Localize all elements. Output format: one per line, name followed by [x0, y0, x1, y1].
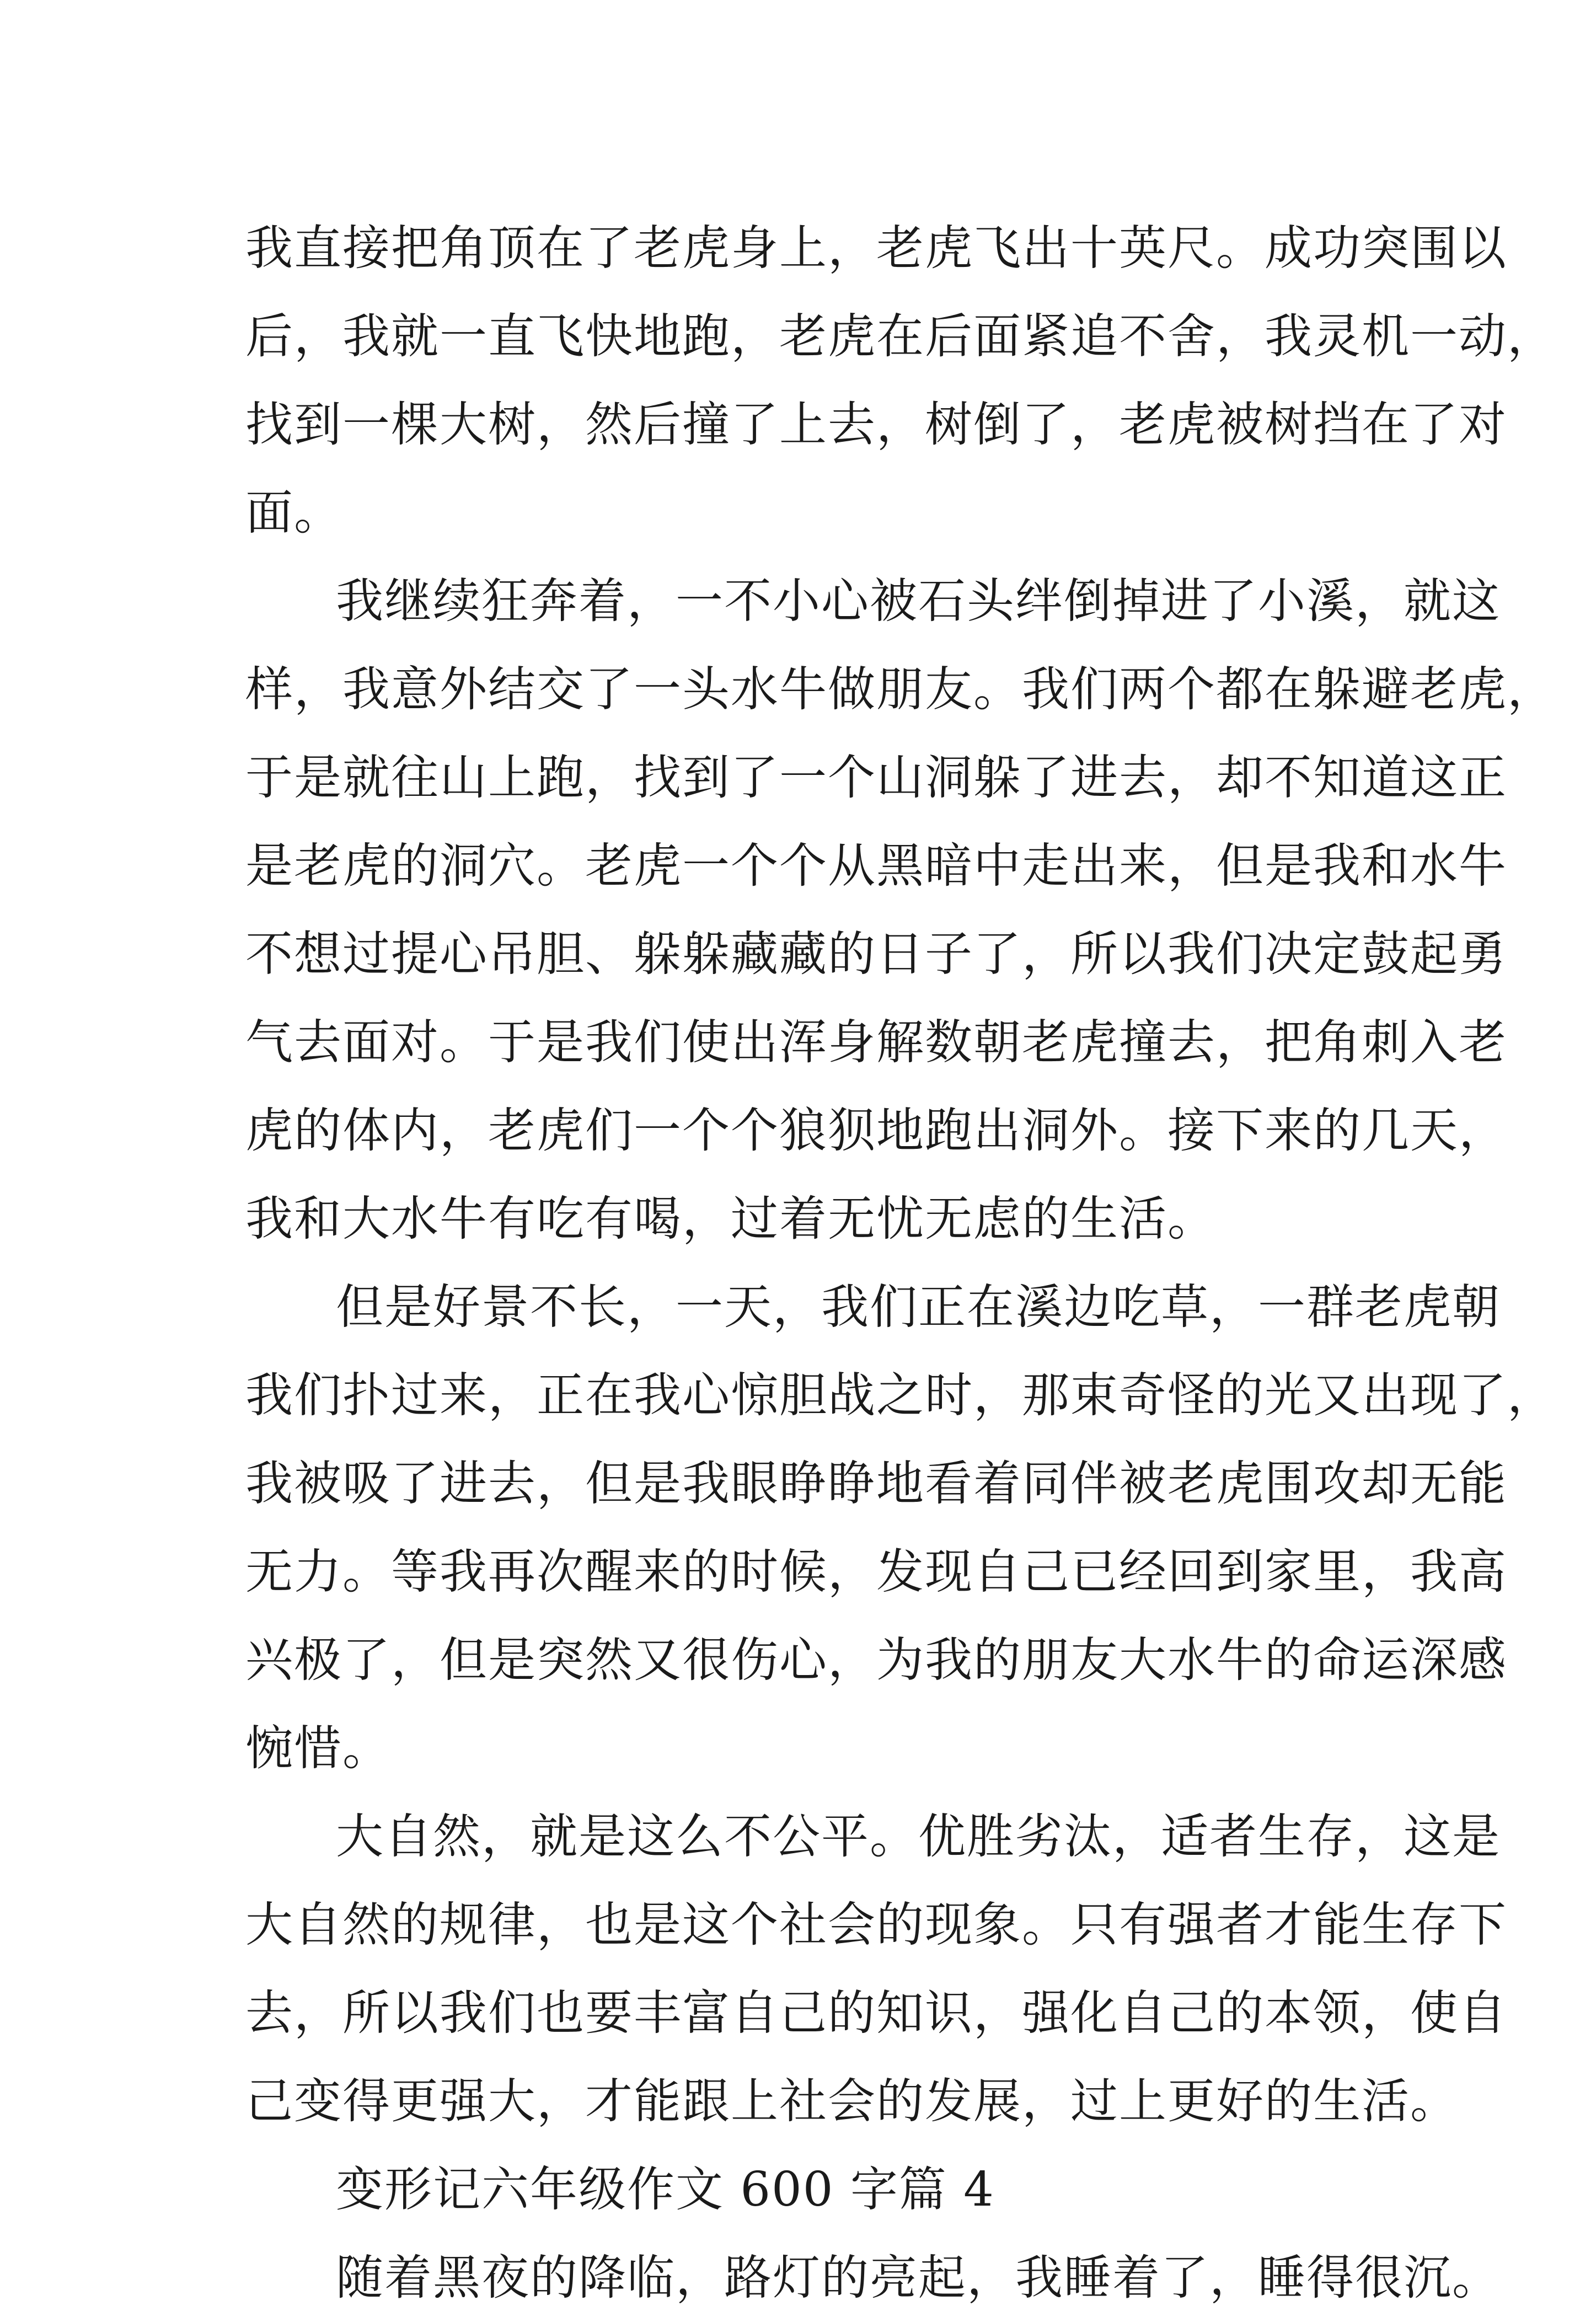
text-line: 气去面对。于是我们使出浑身解数朝老虎撞去，把角刺入老 — [245, 1015, 1507, 1070]
text-line: 于是就往山上跑，找到了一个山洞躲了进去，却不知道这正 — [245, 750, 1507, 805]
text-line: 虎的体内，老虎们一个个狼狈地跑出洞外。接下来的几天， — [245, 1103, 1507, 1158]
text-line: 我和大水牛有吃有喝，过着无忧无虑的生活。 — [245, 1191, 1216, 1246]
text-line: 我们扑过来，正在我心惊胆战之时，那束奇怪的光又出现了， — [245, 1368, 1556, 1423]
text-line: 己变得更强大，才能跟上社会的发展，过上更好的生活。 — [245, 2074, 1459, 2129]
text-line: 我直接把角顶在了老虎身上，老虎飞出十英尺。成功突围以 — [245, 221, 1507, 276]
paragraph-start-line: 大自然，就是这么不公平。优胜劣汰，适者生存，这是 — [336, 1809, 1501, 1864]
text-line: 我被吸了进去，但是我眼睁睁地看着同伴被老虎围攻却无能 — [245, 1456, 1507, 1511]
text-line: 样，我意外结交了一头水牛做朋友。我们两个都在躲避老虎， — [245, 662, 1556, 717]
text-line: 后，我就一直飞快地跑，老虎在后面紧追不舍，我灵机一动， — [245, 309, 1556, 364]
paragraph-start-line: 但是好景不长，一天，我们正在溪边吃草，一群老虎朝 — [336, 1280, 1501, 1335]
text-line: 面。 — [245, 485, 342, 541]
paragraph-start-line: 随着黑夜的降临，路灯的亮起，我睡着了，睡得很沉。 — [336, 2250, 1501, 2305]
text-line: 惋惜。 — [245, 1721, 391, 1776]
text-line: 无力。等我再次醒来的时候，发现自己已经回到家里，我高 — [245, 1544, 1507, 1599]
text-line: 大自然的规律，也是这个社会的现象。只有强者才能生存下 — [245, 1897, 1507, 1952]
text-line: 不想过提心吊胆、躲躲藏藏的日子了，所以我们决定鼓起勇 — [245, 927, 1507, 982]
text-line: 兴极了，但是突然又很伤心，为我的朋友大水牛的命运深感 — [245, 1633, 1507, 1688]
section-heading: 变形记六年级作文 600 字篇 4 — [336, 2162, 995, 2217]
paragraph-start-line: 我继续狂奔着，一不小心被石头绊倒掉进了小溪，就这 — [336, 574, 1501, 629]
body-text — [245, 204, 1556, 2322]
text-line: 去，所以我们也要丰富自己的知识，强化自己的本领，使自 — [245, 1986, 1507, 2041]
text-line: 是老虎的洞穴。老虎一个个从黑暗中走出来，但是我和水牛 — [245, 838, 1507, 894]
text-line: 找到一棵大树，然后撞了上去，树倒了，老虎被树挡在了对 — [245, 397, 1507, 452]
